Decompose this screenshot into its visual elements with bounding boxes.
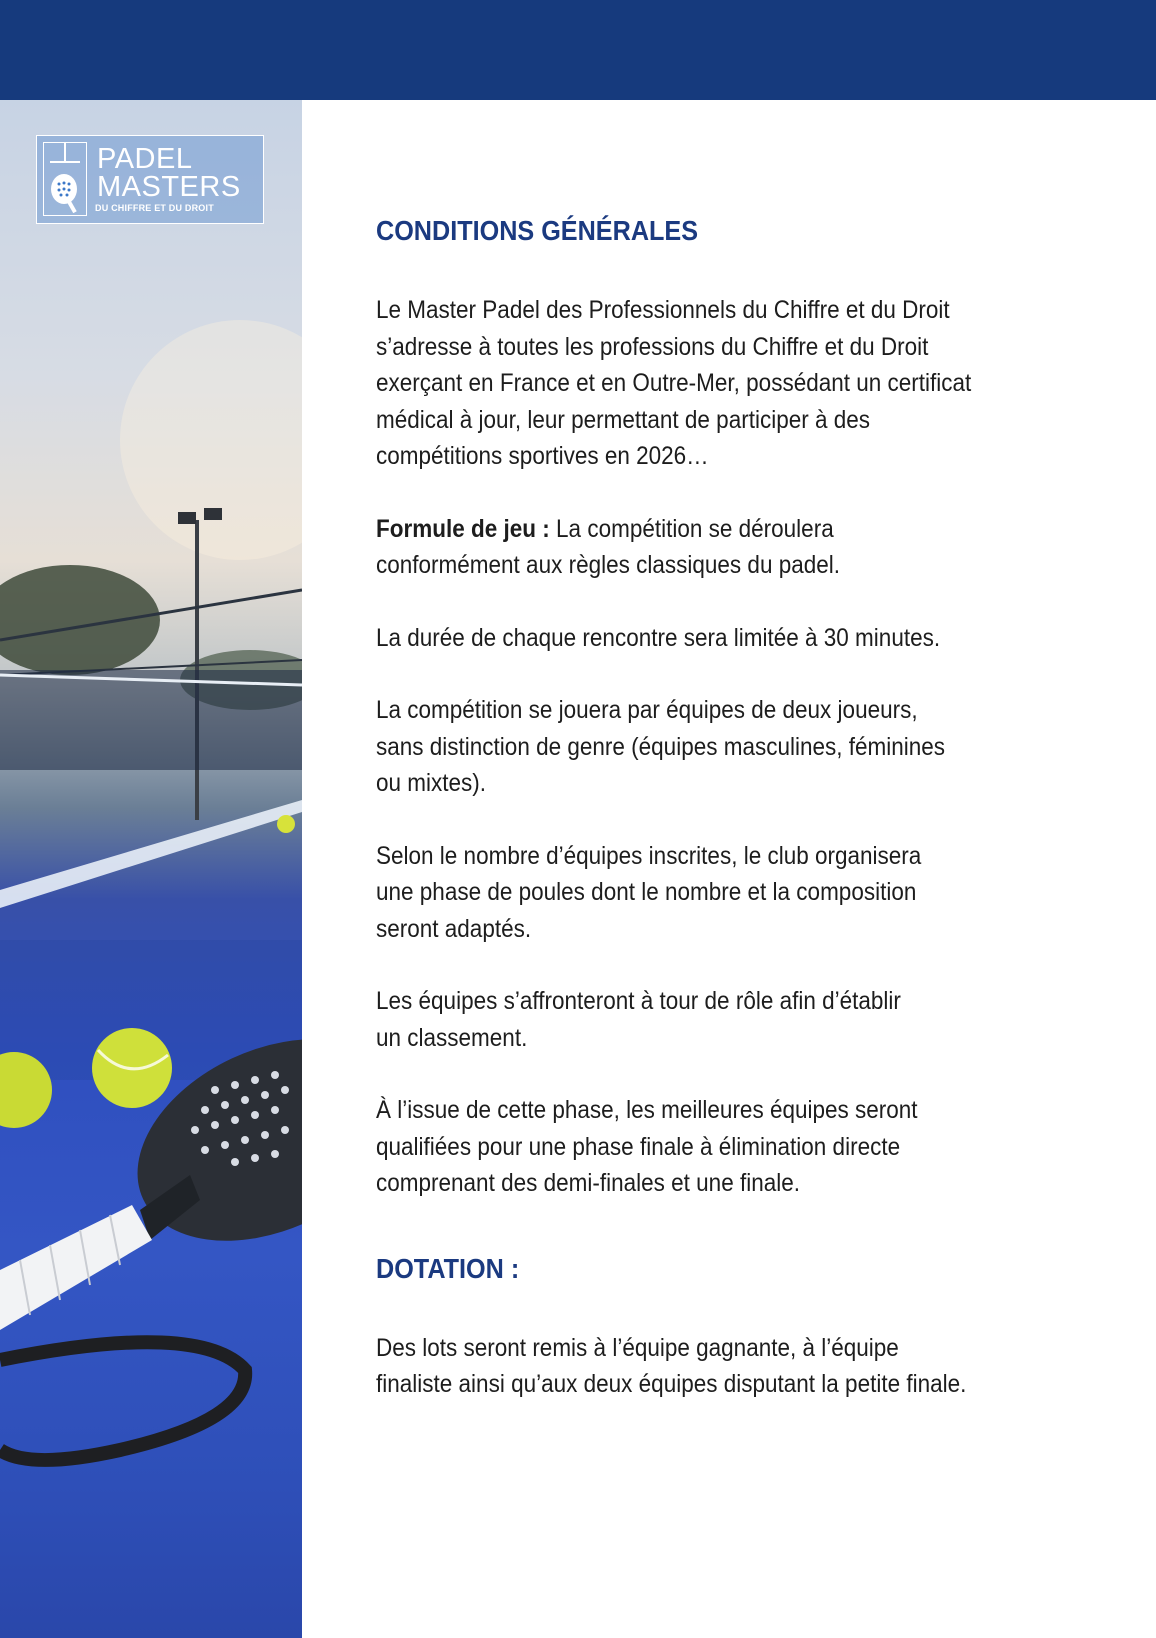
logo-racket-icon bbox=[48, 173, 80, 213]
equipes-paragraph: La compétition se jouera par équipes de deux joueurs, sans distinction de genre (équipes masculines, féminines ou mixtes). bbox=[376, 696, 946, 797]
conditions-title: CONDITIONS GÉNÉRALES bbox=[376, 215, 699, 246]
intro-paragraph: Le Master Padel des Professionnels du Chiffre et du Droit s’adresse à toutes les professions du Chiffre et du Droit exerçant en France et en Outre-Mer, possédant un certificat médical à jour, leur permettant de participer à des compétitions sportives en 2026… bbox=[376, 296, 972, 470]
logo-text-masters: MASTERS bbox=[97, 171, 241, 203]
logo-text-padel: PADEL bbox=[97, 143, 193, 175]
formule-label: Formule de jeu : bbox=[376, 514, 550, 543]
racket-grip bbox=[0, 1205, 152, 1330]
padel-court-photo bbox=[0, 100, 302, 1638]
court-line bbox=[0, 800, 302, 908]
formule-text: La compétition se déroulera conformément aux règles classiques du padel. bbox=[376, 514, 841, 579]
floodlight bbox=[178, 512, 196, 524]
poules-paragraph: Selon le nombre d’équipes inscrites, le club organisera une phase de poules dont le nombre et la composition seront adaptés. bbox=[376, 841, 922, 943]
logo-court-icon bbox=[43, 142, 87, 216]
finale-paragraph: À l’issue de cette phase, les meilleures équipes seront qualifiées pour une phase finale à élimination directe comprenant des demi-finales et une finale. bbox=[376, 1096, 918, 1197]
duree-paragraph: La durée de chaque rencontre sera limitée à 30 minutes. bbox=[376, 623, 941, 652]
padel-masters-logo bbox=[36, 135, 264, 224]
wrist-strap bbox=[0, 1342, 245, 1460]
dotation-paragraph: Des lots seront remis à l’équipe gagnante, à l’équipe finaliste ainsi qu’aux deux équipes disputant la petite finale. bbox=[376, 1333, 967, 1398]
floodlight bbox=[204, 508, 222, 520]
formule-paragraph bbox=[376, 511, 1078, 584]
main-content bbox=[376, 200, 1076, 1403]
sun-glow bbox=[120, 320, 302, 560]
logo-tagline: DU CHIFFRE ET DU DROIT bbox=[95, 203, 214, 213]
photo-illustration bbox=[0, 100, 302, 1638]
distant-ball bbox=[277, 815, 295, 833]
top-band bbox=[0, 0, 1156, 100]
classement-paragraph: Les équipes s’affronteront à tour de rôle afin d’établir un classement. bbox=[376, 987, 901, 1052]
tree-shape bbox=[0, 565, 160, 675]
dotation-title: DOTATION : bbox=[376, 1252, 520, 1284]
